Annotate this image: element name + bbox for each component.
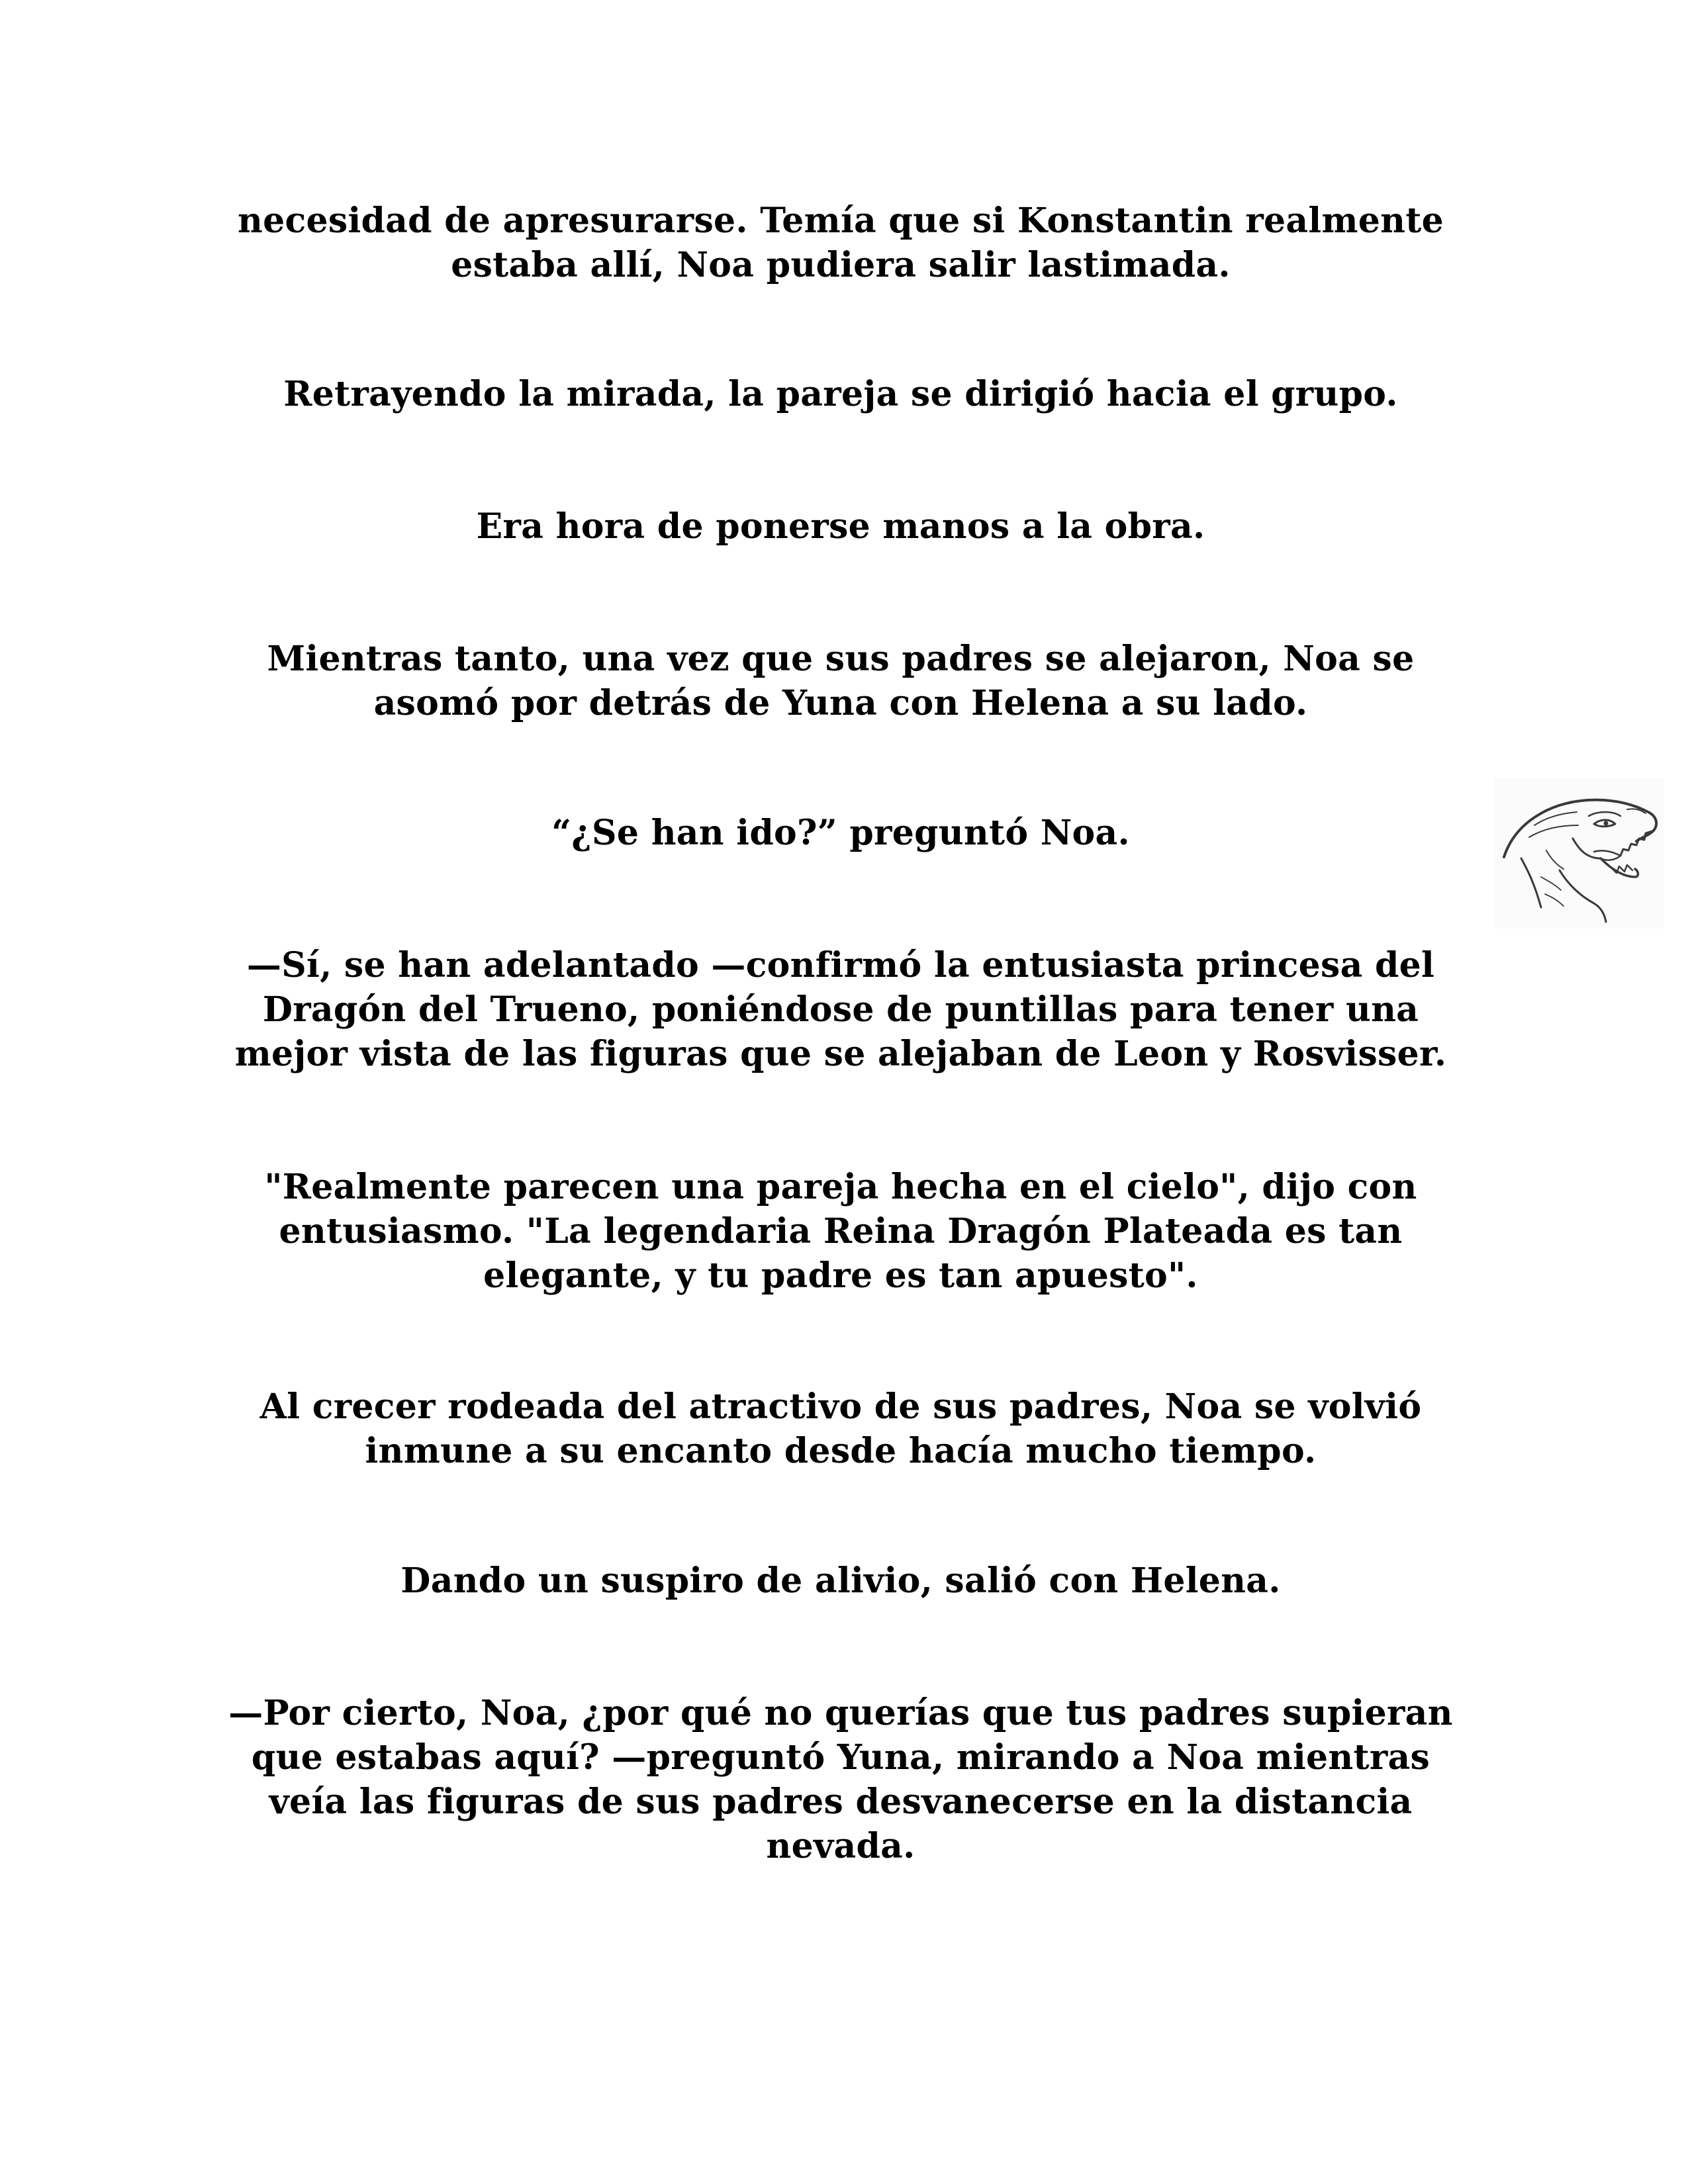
text-line: asomó por detrás de Yuna con Helena a su lado. — [373, 683, 1308, 723]
text-line: Mientras tanto, una vez que sus padres se alejaron, Noa se — [267, 639, 1415, 679]
paragraph-3 — [199, 504, 1483, 549]
text-line: —Sí, se han adelantado —confirmó la entusiasta princesa del — [246, 945, 1435, 985]
paragraph-10 — [199, 1691, 1483, 1868]
text-line: estaba allí, Noa pudiera salir lastimada. — [451, 245, 1231, 285]
paragraph-4 — [199, 637, 1483, 725]
paragraph-2 — [199, 372, 1483, 416]
paragraph-8 — [199, 1385, 1483, 1473]
text-line: Dando un suspiro de alivio, salió con Helena. — [400, 1561, 1281, 1601]
paragraph-5 — [199, 811, 1483, 855]
paragraph-6 — [199, 943, 1483, 1076]
dinosaur-head-sketch-icon — [1495, 778, 1664, 929]
text-line: mejor vista de las figuras que se alejaban de Leon y Rosvisser. — [234, 1034, 1447, 1074]
text-line: elegante, y tu padre es tan apuesto". — [483, 1255, 1198, 1296]
text-line: Al crecer rodeada del atractivo de sus padres, Noa se volvió — [259, 1387, 1422, 1427]
paragraph-9 — [199, 1559, 1483, 1603]
text-line: veía las figuras de sus padres desvanecerse en la distancia — [269, 1782, 1413, 1822]
text-line: que estabas aquí? —preguntó Yuna, mirando a Noa mientras — [251, 1737, 1430, 1778]
paragraph-7 — [199, 1165, 1483, 1298]
text-line: entusiasmo. "La legendaria Reina Dragón Plateada es tan — [279, 1211, 1403, 1251]
text-line: “¿Se han ido?” preguntó Noa. — [551, 813, 1130, 853]
text-line: "Realmente parecen una pareja hecha en el cielo", dijo con — [264, 1167, 1417, 1207]
text-line: Dragón del Trueno, poniéndose de puntillas para tener una — [262, 989, 1419, 1030]
text-line: Era hora de ponerse manos a la obra. — [476, 506, 1205, 547]
text-line: necesidad de apresurarse. Temía que si Konstantin realmente — [238, 201, 1444, 241]
text-line: inmune a su encanto desde hacía mucho tiempo. — [365, 1431, 1317, 1471]
paragraph-1 — [199, 199, 1483, 287]
text-line: nevada. — [766, 1826, 915, 1866]
text-line: —Por cierto, Noa, ¿por qué no querías que tus padres supieran — [228, 1693, 1453, 1733]
text-line: Retrayendo la mirada, la pareja se dirigió hacia el grupo. — [283, 374, 1398, 414]
